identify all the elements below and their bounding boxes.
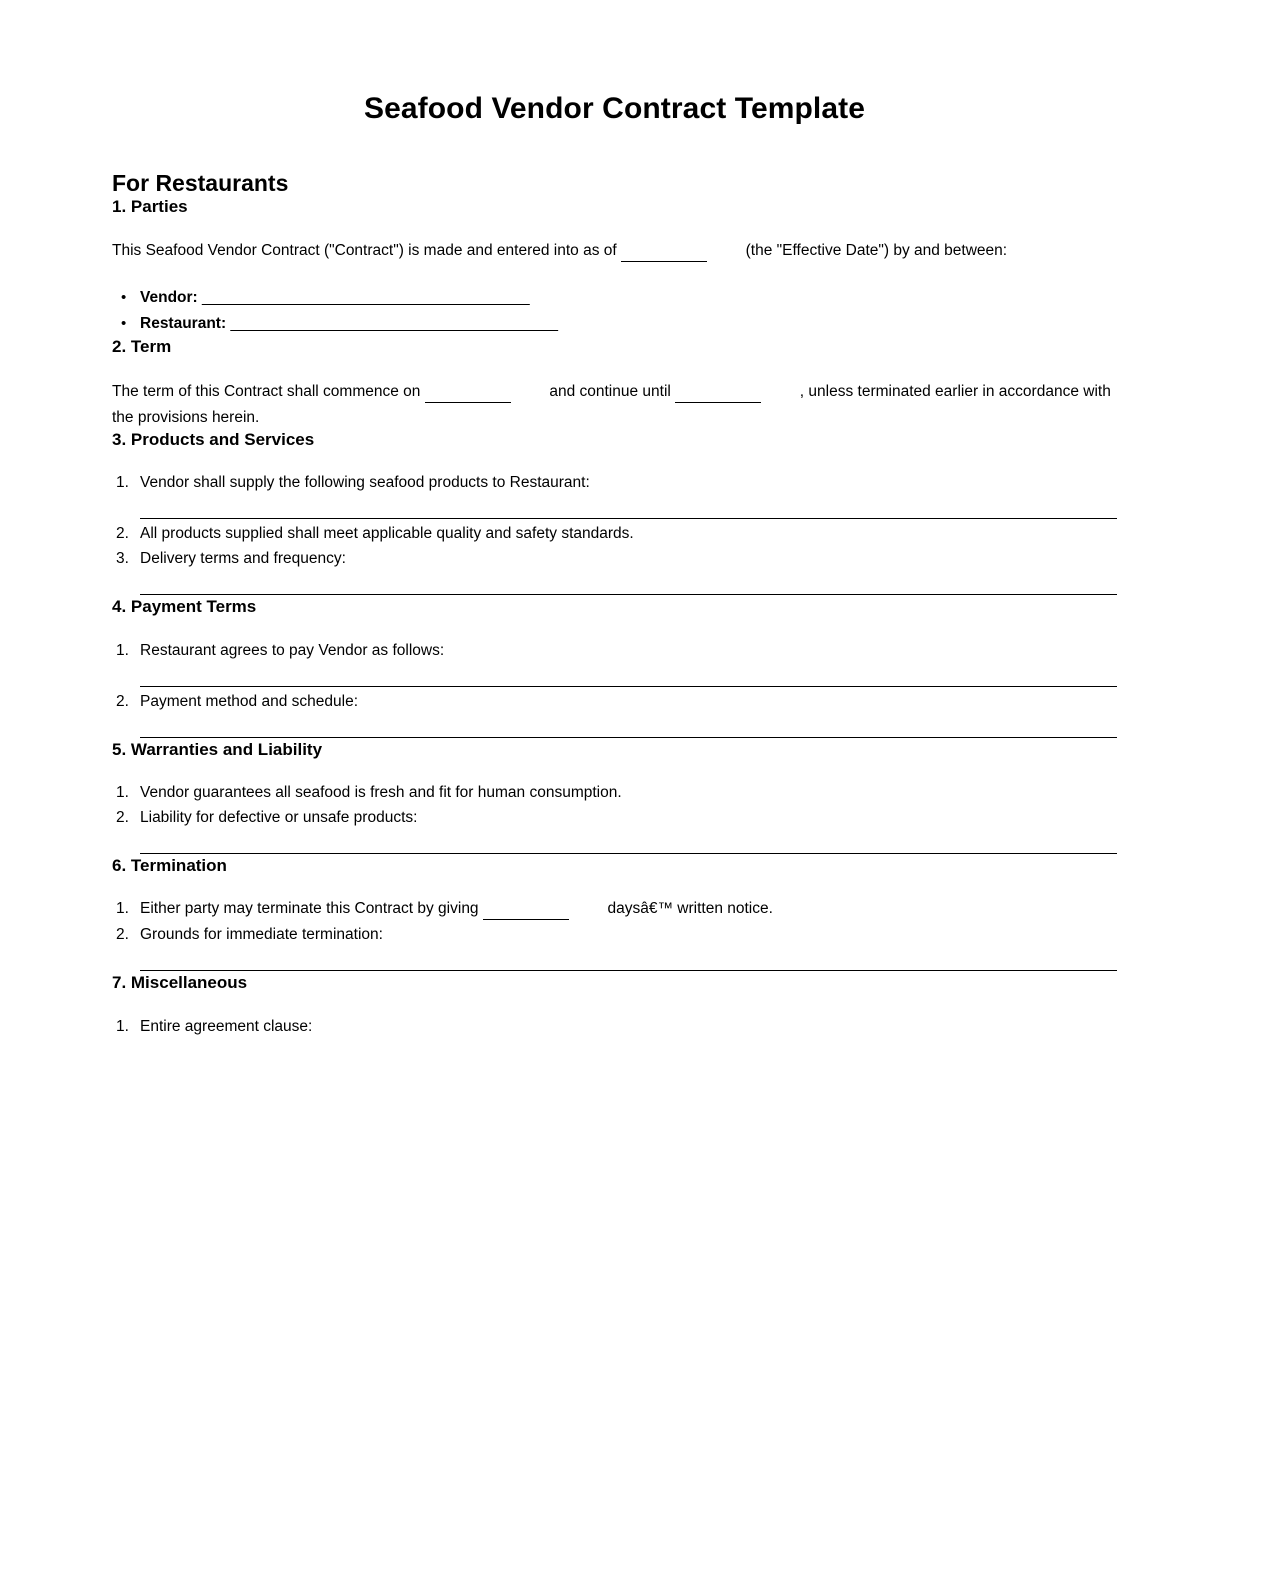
list-item: [112, 470, 1117, 519]
parties-intro-paragraph: [112, 217, 1117, 264]
list-item-text: All products supplied shall meet applicable quality and safety standards.: [140, 525, 634, 543]
answer-rule[interactable]: [140, 970, 1117, 971]
section-parties: [112, 197, 1117, 337]
list-item: [112, 896, 1117, 922]
section-heading-products-and-services: 3. Products and Services: [112, 429, 315, 449]
end-date-blank[interactable]: [675, 377, 761, 403]
answer-rule[interactable]: [140, 737, 1117, 738]
list-item-text: Vendor guarantees all seafood is fresh and fit for human consumption.: [140, 784, 622, 802]
list-item: [112, 638, 1117, 687]
section-heading-miscellaneous: 7. Miscellaneous: [112, 973, 248, 993]
list-item-text: Delivery terms and frequency:: [140, 550, 346, 568]
products-list: [112, 450, 1117, 595]
term-text-part3: , unless terminated earlier in accordance with the provisions herein.: [112, 382, 1111, 426]
document-body: [112, 0, 1117, 1039]
list-item: [112, 311, 1117, 337]
section-heading-termination: 6. Termination: [112, 856, 227, 876]
warranties-list: [112, 760, 1117, 854]
answer-rule[interactable]: [140, 594, 1117, 595]
list-item-text: Liability for defective or unsafe products:: [140, 809, 418, 827]
list-item-text: Grounds for immediate termination:: [140, 926, 383, 944]
effective-date-blank[interactable]: [621, 236, 707, 262]
section-heading-term: 2. Term: [112, 337, 172, 357]
list-item: [112, 521, 1117, 546]
notice-days-blank[interactable]: [483, 894, 569, 920]
section-warranties-and-liability: [112, 740, 1117, 854]
list-item-text: Restaurant agrees to pay Vendor as follows:: [140, 641, 445, 659]
termination-text-part1: Either party may terminate this Contract by giving: [140, 900, 479, 918]
list-item: [112, 1014, 1117, 1039]
restaurant-blank[interactable]: ______________________________________: [230, 315, 559, 333]
answer-rule[interactable]: [140, 686, 1117, 687]
section-payment-terms: [112, 597, 1117, 737]
termination-text-part2: daysâ€™ written notice.: [607, 900, 773, 918]
list-item: [112, 922, 1117, 971]
section-term: [112, 337, 1117, 429]
section-products-and-services: [112, 430, 1117, 595]
answer-rule[interactable]: [140, 518, 1117, 519]
payment-list: [112, 618, 1117, 738]
section-termination: [112, 856, 1117, 971]
list-item: [112, 780, 1117, 805]
list-item: [112, 546, 1117, 595]
miscellaneous-list: [112, 994, 1117, 1039]
vendor-blank[interactable]: ______________________________________: [202, 289, 530, 307]
list-item-text: Entire agreement clause:: [140, 1017, 313, 1035]
page-title: Seafood Vendor Contract Template: [363, 92, 866, 125]
term-text-part1: The term of this Contract shall commence on: [112, 382, 421, 400]
list-item: [112, 285, 1117, 311]
section-heading-warranties-and-liability: 5. Warranties and Liability: [112, 739, 323, 759]
restaurant-label: Restaurant:: [140, 315, 227, 333]
term-text-part2: and continue until: [549, 382, 671, 400]
parties-list: [112, 264, 1117, 337]
section-miscellaneous: [112, 973, 1117, 1038]
parties-intro-text-after: (the "Effective Date") by and between:: [745, 242, 1008, 260]
vendor-label: Vendor:: [140, 289, 198, 307]
list-item-text: Payment method and schedule:: [140, 692, 358, 710]
commence-date-blank[interactable]: [425, 377, 511, 403]
list-item: [112, 805, 1117, 854]
list-item: [112, 689, 1117, 738]
termination-list: [112, 876, 1117, 971]
term-paragraph: [112, 358, 1117, 430]
parties-intro-text-before: This Seafood Vendor Contract ("Contract") is made and entered into as of: [112, 242, 617, 260]
section-heading-parties: 1. Parties: [112, 197, 188, 217]
section-heading-payment-terms: 4. Payment Terms: [112, 597, 257, 617]
answer-rule[interactable]: [140, 853, 1117, 854]
document-subtitle: For Restaurants: [112, 169, 289, 196]
list-item-text: Vendor shall supply the following seafood products to Restaurant:: [140, 474, 590, 492]
